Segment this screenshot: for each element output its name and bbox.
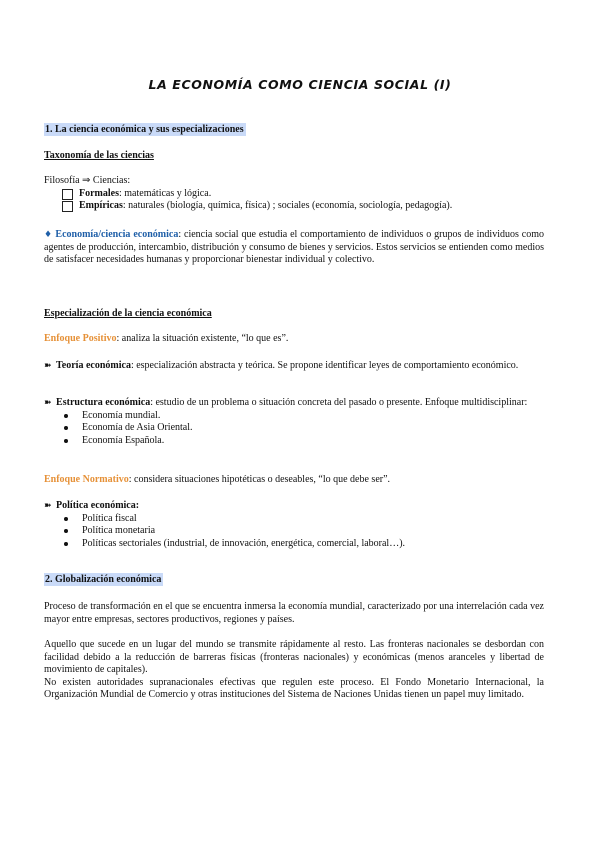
positive-text: : analiza la situación existente, “lo que es”.: [116, 333, 289, 344]
philosophy-line: Filosofía ⇒ Ciencias:: [44, 175, 131, 186]
taxonomy-heading: Taxonomía de las ciencias: [44, 150, 154, 161]
page-title: LA ECONOMÍA COMO CIENCIA SOCIAL (I): [148, 77, 452, 92]
bullet-icon: [64, 517, 68, 521]
list-item: Economía de Asia Oriental.: [62, 422, 544, 435]
checkbox-icon: [62, 189, 73, 200]
economic-structure: ➽ Estructura económica: estudio de un problema o situación concreta del pasado o presente. Enfoque multidisciplinar: Economía mundial. Economía de Asia Oriental. Economía Española.: [44, 397, 544, 447]
checkbox-icon: [62, 201, 73, 212]
normative-label: Enfoque Normativo: [44, 474, 129, 485]
definition-text: : ciencia social que estudia el comportamiento de individuos o grupos de individuos como agentes de producción, intercambio, distribución y consumo de bienes y servicios. Estos servicios se entienden como medios de satisfacer necesidades humanas y proporcionar bienestar individual y colectivo.: [44, 229, 544, 266]
list-item: Política monetaria: [62, 525, 544, 538]
checkbox-item-formales: Formales: matemáticas y lógica.: [62, 188, 544, 201]
bullet-icon: [64, 439, 68, 443]
arrow-icon: ➽: [44, 501, 52, 511]
bullet-icon: [64, 542, 68, 546]
list-item: Políticas sectoriales (industrial, de innovación, energética, comercial, laboral…).: [62, 538, 544, 551]
section2-heading: 2. Globalización económica: [45, 574, 162, 585]
specialization-heading: Especialización de la ciencia económica: [44, 308, 212, 319]
checkbox-item-empiricas: Empíricas: naturales (biología, química, física) ; sociales (economía, sociología, pedagogía).: [62, 200, 544, 213]
globalization-paragraph-2: Aquello que sucede en un lugar del mundo se transmite rápidamente al resto. Las fronteras nacionales se desbordan con facilidad debido a la reducción de barreras físicas (fronteras nacionales) y económicas (menos aranceles y libertad de movimiento de capitales). No existen autoridades supranacionales efectivas que regulen este proceso. El Fondo Monetario Internacional, la Organización Mundial de Comercio y otras instituciones del Sistema de Naciones Unidas tienen un papel muy limitado.: [44, 639, 544, 701]
taxonomy-block: [44, 175, 544, 213]
diamond-bullet-icon: ♦: [44, 230, 53, 240]
normative-approach: [44, 474, 544, 487]
normative-text: : considera situaciones hipotéticas o deseables, “lo que debe ser”.: [128, 474, 391, 485]
section2-heading-block: [44, 574, 544, 587]
economics-definition: [44, 229, 544, 267]
section1-heading-block: [44, 124, 544, 137]
list-item: Economía Española.: [62, 435, 544, 448]
list-item: Política fiscal: [62, 513, 544, 526]
globalization-paragraph-1: Proceso de transformación en el que se encuentra inmersa la economía mundial, caracterizado por una interrelación cada vez mayor entre empresas, sectores productivos, regiones y países.: [44, 601, 544, 625]
arrow-icon: ➽: [44, 361, 52, 371]
list-item: Economía mundial.: [62, 410, 544, 423]
positive-approach: [44, 333, 544, 346]
bullet-icon: [64, 529, 68, 533]
globalization-paragraph-3: No existen autoridades supranacionales efectivas que regulen este proceso. El Fondo Monetario Internacional, la Organización Mundial de Comercio y otras instituciones del Sistema de Naciones Unidas tienen un papel muy limitado.: [44, 676, 544, 701]
economic-theory: ➽ Teoría económica: especialización abstracta y teórica. Se propone identificar leyes de comportamiento económico.: [44, 360, 519, 371]
section1-heading: 1. La ciencia económica y sus especializaciones: [45, 124, 244, 135]
bullet-icon: [64, 426, 68, 430]
arrow-icon: ➽: [44, 398, 52, 408]
economic-policy: ➽ Política económica: Política fiscal Política monetaria Políticas sectoriales (industrial, de innovación, energética, comercial, laboral…).: [44, 500, 544, 550]
definition-term: Economía/ciencia económica: [55, 229, 179, 240]
positive-label: Enfoque Positivo: [44, 333, 117, 344]
bullet-icon: [64, 414, 68, 418]
